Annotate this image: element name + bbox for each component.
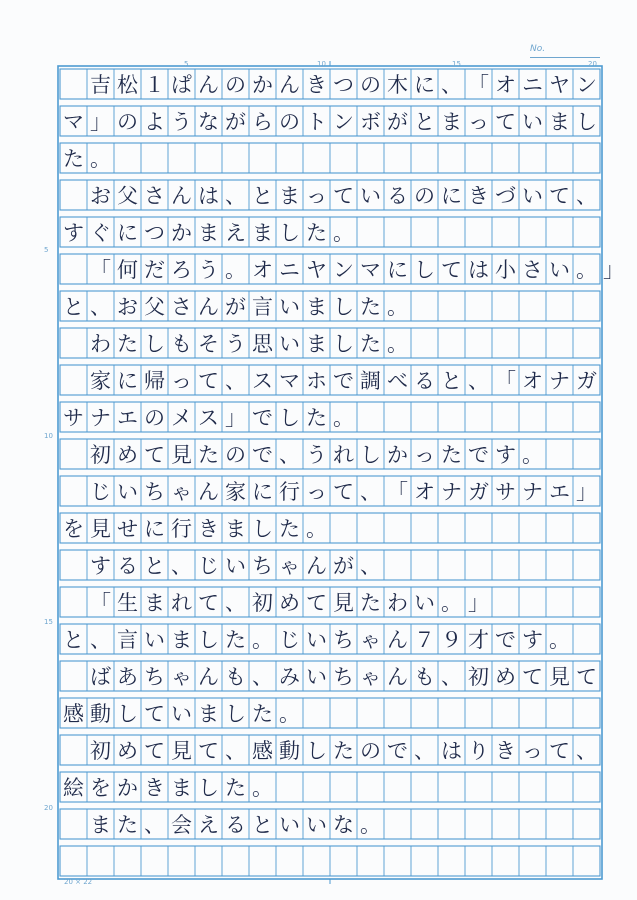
line-number-5: 5 [44,246,49,254]
essay-line: わ た し も そ う 思 い ま し た 。 [90,332,408,356]
essay-line: と 、 お 父 さ ん が 言 い ま し た 。 [63,295,408,319]
line-number-20: 20 [44,804,53,812]
essay-line: す る と 、 じ い ち ゃ ん が 、 [90,554,381,578]
essay-line: ば あ ち ゃ ん も 、 み い ち ゃ ん も 、 初 め て 見 て [90,665,597,689]
essay-line: す ぐ に つ か ま え ま し た 。 [63,221,354,245]
column-number-10: 10 [317,60,326,68]
line-number-15: 15 [44,618,53,626]
page-number-label: No. [530,44,546,54]
essay-line: 「 何 だ ろ う 。 オ ニ ヤ ン マ に し て は 小 さ い 。 」 [90,258,624,282]
column-number-20: 20 [588,60,597,68]
essay-line: マ 」 の よ う な が ら の ト ン ボ が と ま っ て い ま し [63,110,597,134]
essay-line: 家 に 帰 っ て 、 ス マ ホ で 調 べ る と 、 「 オ ナ ガ [90,369,597,393]
essay-line: 絵 を か き ま し た 。 [63,776,273,800]
line-number-10: 10 [44,432,53,440]
essay-line: お 父 さ ん は 、 と ま っ て い る の に き づ い て 、 [90,184,597,208]
essay-line: サ ナ エ の メ ス 」 で し た 。 [63,406,354,430]
essay-line: 初 め て 見 た の で 、 う れ し か っ た で す 。 [90,443,543,467]
essay-line: 初 め て 見 て 、 感 動 し た の で 、 は り き っ て 、 [90,739,597,763]
essay-line: た 。 [63,147,111,171]
essay-line: じ い ち ゃ ん 家 に 行 っ て 、 「 オ ナ ガ サ ナ エ 」 [90,480,597,504]
essay-line: 「 生 ま れ て 、 初 め て 見 た わ い 。 」 [90,591,489,615]
essay-line: を 見 せ に 行 き ま し た 。 [63,517,327,541]
grid-size-label: 20 × 22 [64,878,93,886]
essay-line: 吉 松 １ ぱ ん の か ん き つ の 木 に 、 「 オ ニ ヤ ン [90,73,597,97]
column-number-15: 15 [452,60,461,68]
essay-line: 感 動 し て い ま し た 。 [63,702,300,726]
essay-line: と 、 言 い ま し た 。 じ い ち ゃ ん ７ ９ 才 で す 。 [63,628,570,652]
essay-line: ま た 、 会 え る と い い な 。 [90,813,381,837]
column-number-5: 5 [184,60,189,68]
page-number-line [530,57,600,58]
